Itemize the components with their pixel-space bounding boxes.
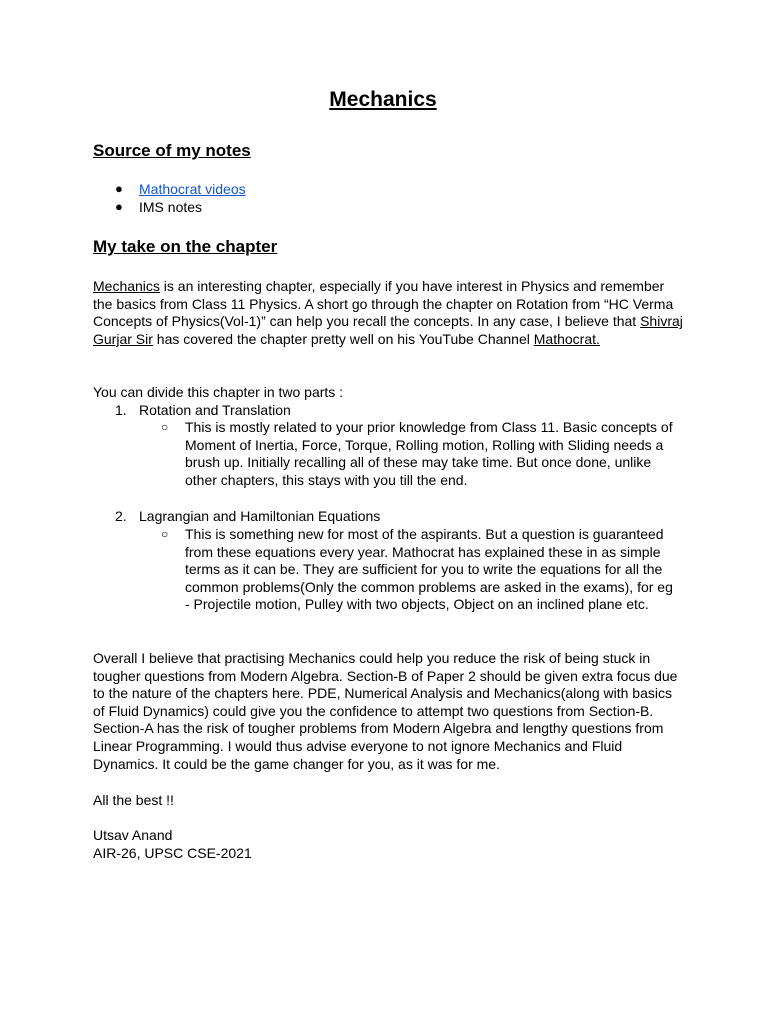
list-item — [93, 180, 246, 198]
intro-text-2: has covered the chapter pretty well on his YouTube Channel — [152, 330, 534, 347]
intro-text-1: is an interesting chapter, especially if you have interest in Physics and remember the basics from Class 11 Physics. A short go through the chapter on Rotation from “HC Verma Concepts of Physics(Vol-1)” can help you recall the concepts. In any case, I believe that — [93, 278, 674, 330]
part-label: Lagrangian and Hamiltonian Equations — [139, 508, 381, 524]
part-detail-2 — [161, 526, 677, 614]
sources-heading: Source of my notes — [93, 141, 251, 160]
bullet-icon: ● — [115, 199, 123, 214]
signature-rank: AIR-26, UPSC CSE-2021 — [93, 845, 252, 861]
signature-name: Utsav Anand — [93, 827, 173, 843]
list-item — [93, 198, 246, 216]
part-number: 2. — [115, 508, 127, 524]
sources-list — [93, 180, 246, 216]
intro-paragraph — [93, 278, 683, 348]
part-detail-1 — [161, 419, 677, 489]
circle-bullet-icon: ○ — [161, 527, 169, 541]
closing-text: All the best !! — [93, 792, 174, 808]
circle-bullet-icon: ○ — [161, 420, 169, 434]
shivraj-gurjar-link[interactable]: Shivraj Gurjar Sir — [93, 313, 683, 347]
part-detail-text: This is something new for most of the aspirants. But a question is guaranteed from these equations every year. Mathocrat has explained these in as simple terms as it can be. They are sufficient for you to write the equations for all the common problems(Only the common problems are asked in the exams), for eg - Projectile motion, Pulley with two objects, Object on an inclined plane etc. — [185, 526, 673, 613]
page-title: Mechanics — [329, 88, 437, 111]
mechanics-link[interactable]: Mechanics — [93, 278, 160, 294]
mathocrat-channel-link[interactable]: Mathocrat. — [533, 330, 600, 347]
part-number: 1. — [115, 402, 127, 418]
part-detail-text: This is mostly related to your prior knowledge from Class 11. Basic concepts of Moment of Inertia, Force, Torque, Rolling motion, Rolling with Sliding needs a brush up. Initially recalling all of these may take time. But once done, unlike other chapters, this stays with you till the end. — [185, 419, 673, 488]
take-heading: My take on the chapter — [93, 237, 278, 256]
divide-text: You can divide this chapter in two parts : — [93, 384, 344, 400]
mathocrat-videos-link[interactable]: Mathocrat videos — [139, 181, 246, 197]
bullet-icon: ● — [115, 181, 123, 196]
part-label: Rotation and Translation — [139, 402, 291, 418]
overall-paragraph: Overall I believe that practising Mechanics could help you reduce the risk of being stuck in tougher questions from Modern Algebra. Section-B of Paper 2 should be given extra focus due to the nature of the chapters here. PDE, Numerical Analysis and Mechanics(along with basics of Fluid Dynamics) could give you the confidence to attempt two questions from Section-B. Section-A has the risk of tougher problems from Modern Algebra and lengthy questions from Linear Programming. I would thus advise everyone to not ignore Mechanics and Fluid Dynamics. It could be the game changer for you, as it was for me. — [93, 650, 678, 772]
ims-notes-text: IMS notes — [139, 199, 203, 215]
